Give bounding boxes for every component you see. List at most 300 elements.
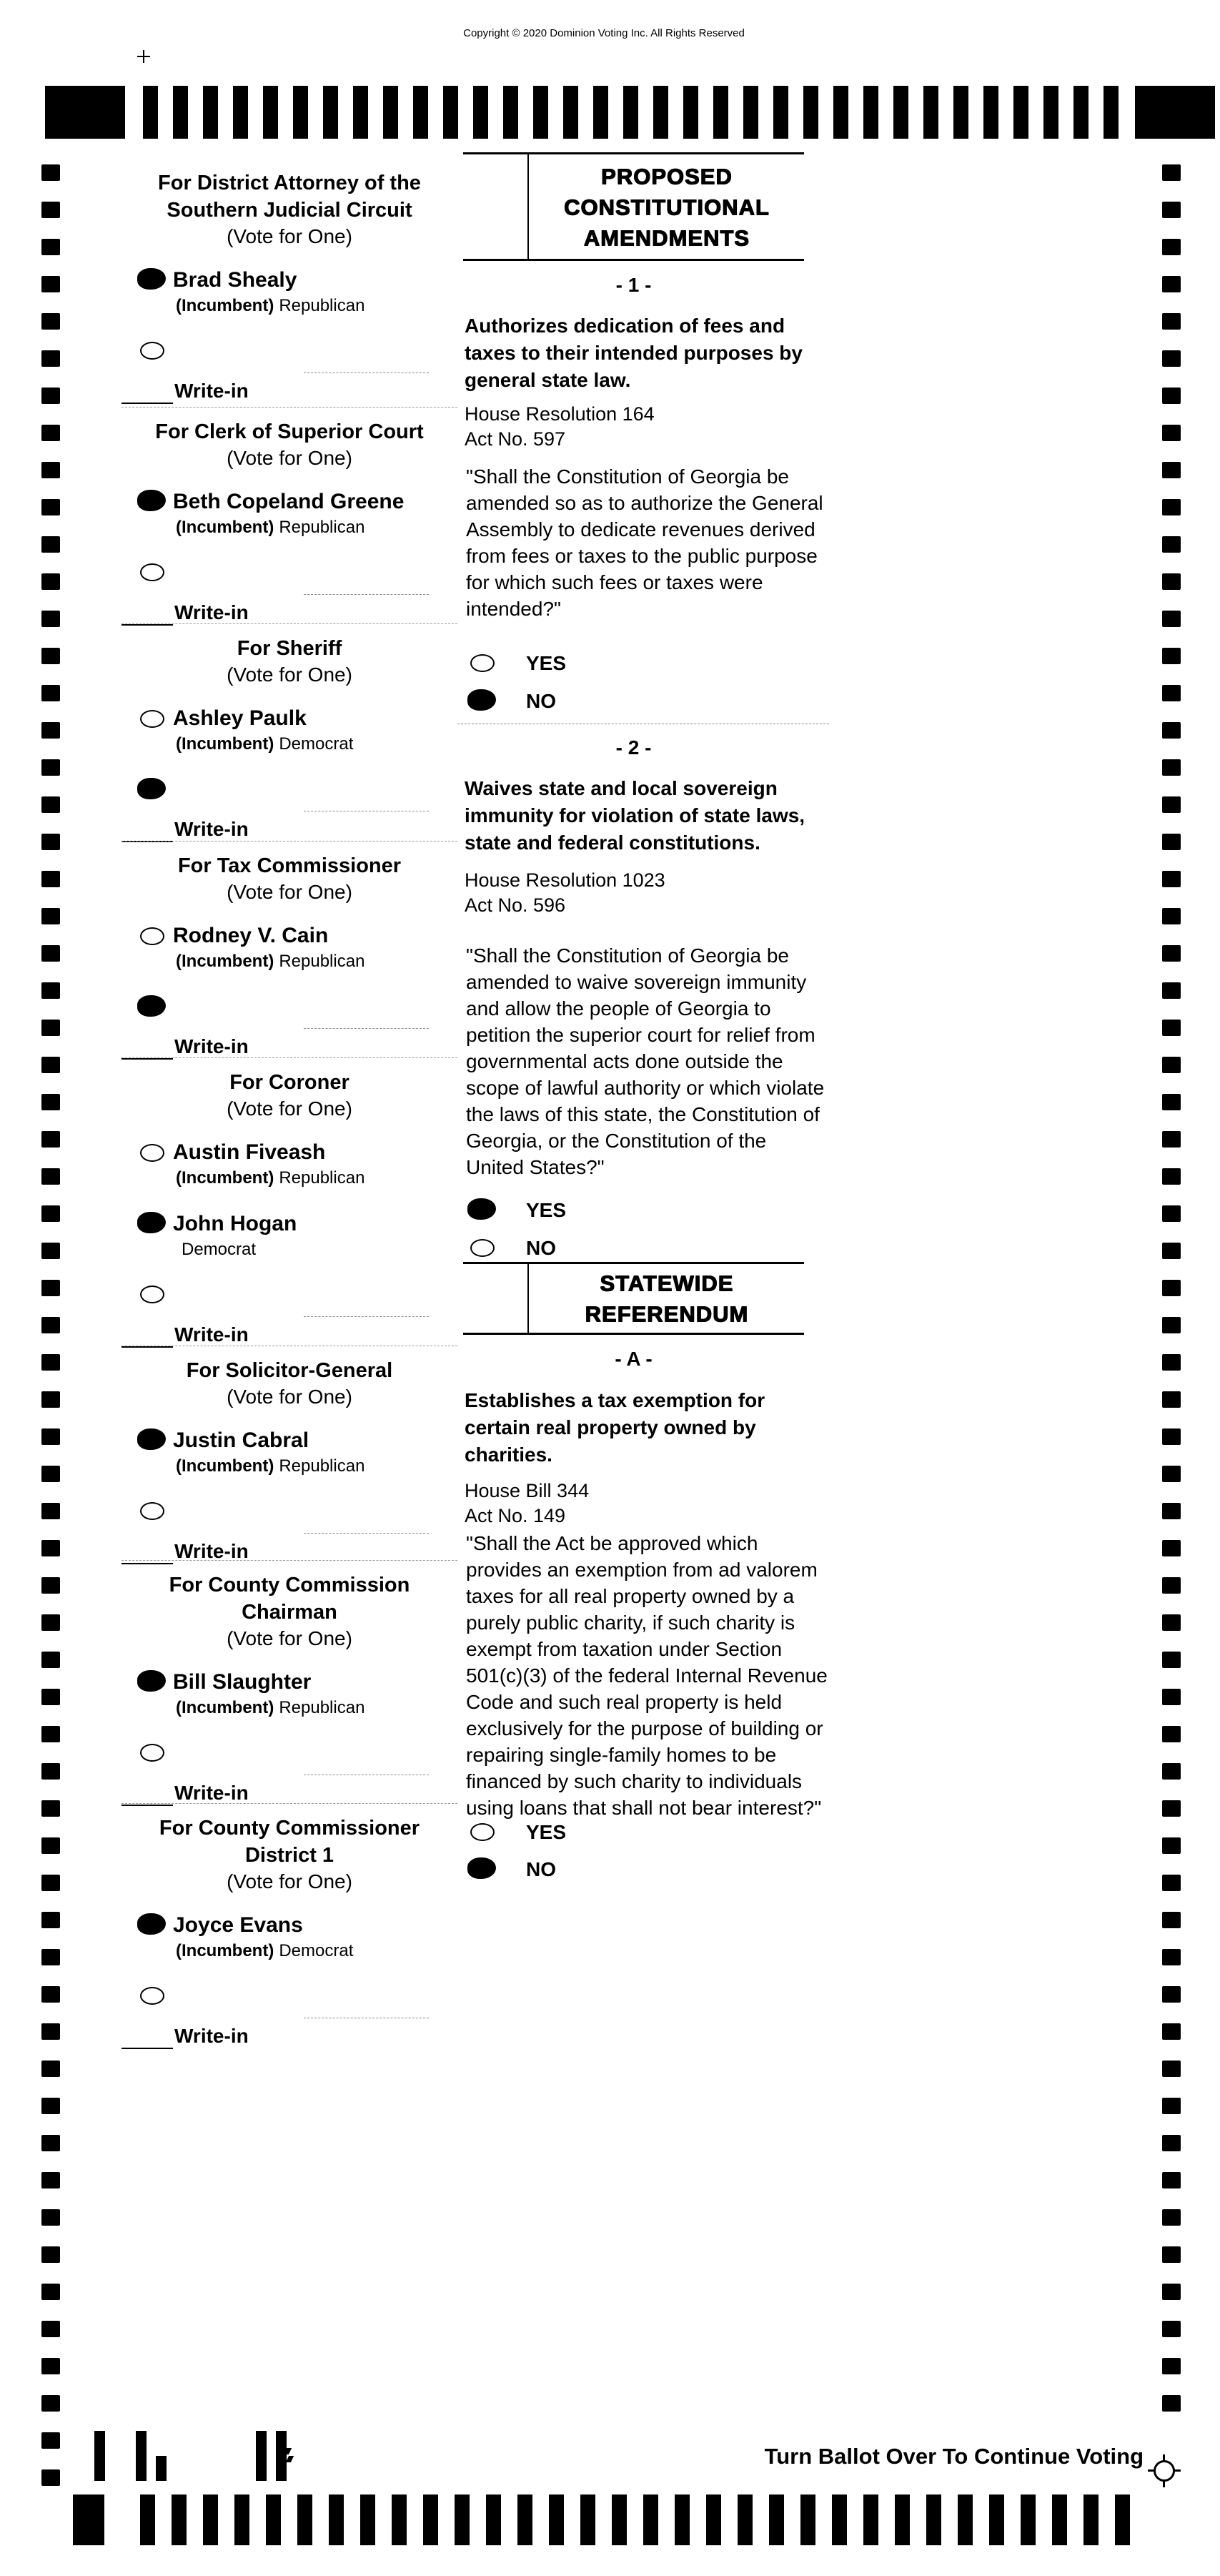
candidate-name: Bill Slaughter [173,1670,312,1694]
timing-mark [1162,834,1181,850]
write-in-label: Write-in [174,1540,249,1562]
write-in-oval[interactable] [140,1285,164,1303]
timing-block [1135,86,1215,139]
section-separator [121,623,457,624]
timing-mark [41,982,60,999]
timing-mark [1162,2321,1181,2337]
timing-mark [41,499,60,515]
race-section [121,635,457,840]
timing-mark [1162,1763,1181,1780]
registration-plus-icon [137,50,150,63]
write-in-oval[interactable] [140,1744,164,1762]
timing-mark [41,164,60,181]
timing-mark [41,388,60,404]
candidate-row [121,1428,457,1500]
timing-mark [41,908,60,924]
timing-mark [41,1466,60,1482]
timing-mark [1162,1875,1181,1891]
write-in-oval[interactable] [140,342,164,360]
write-in-rule [121,1805,173,1806]
vote-oval[interactable] [470,1823,495,1841]
race-title [121,635,457,662]
timing-mark [41,648,60,664]
timing-mark [833,86,848,139]
measure-question: "Shall the Constitution of Georgia be amended to waive sovereign immunity and allow the people of Georgia to petition the superior court for relief from governmental acts done outside the scope of lawful authority or which violate the laws of this state, the Constitution of Georgia, or the Constitution of the United States?" [466,944,825,1178]
timing-mark [653,86,668,139]
measure-ref-line: House Resolution 164 [465,403,655,425]
header-line: PROPOSED [600,163,733,189]
timing-mark [41,239,60,255]
timing-mark [1162,1949,1181,1965]
timing-mark [549,2494,564,2545]
write-in-row [121,1985,457,2056]
candidate-incumbent: (Incumbent) [176,1168,274,1188]
crosshair-ring [1154,2460,1175,2482]
timing-mark [263,86,278,139]
candidate-detail [176,295,364,317]
timing-mark [41,2284,60,2300]
timing-mark [41,1614,60,1631]
race-title-line: For County Commissioner [159,1817,420,1840]
timing-mark [1162,945,1181,962]
timing-mark [800,2494,815,2545]
measure-option-row [463,1860,692,1890]
measure-option-row [463,1823,692,1853]
timing-mark [41,1949,60,1965]
timing-block [73,2494,104,2545]
write-in-label: Write-in [174,1782,249,1804]
timing-mark [1162,2284,1181,2300]
timing-mark [738,2494,753,2545]
header-box-left-cell [463,154,529,259]
timing-mark [323,86,338,139]
timing-mark [41,2358,60,2374]
measure-summary: Authorizes dedication of fees and taxes to their intended purposes by general state law. [465,315,803,391]
write-in-rule [121,1346,173,1348]
race-title [121,1069,457,1096]
header-line: STATEWIDE [600,1270,733,1296]
timing-mark [41,1800,60,1817]
write-in-oval[interactable] [137,995,166,1017]
write-in-rule-fragment [304,1533,429,1534]
measure-ref-line: Act No. 596 [465,894,566,916]
section-separator [121,407,457,408]
timing-mark [41,1912,60,1928]
timing-mark [773,86,788,139]
measure-question: "Shall the Act be approved which provides an exemption from ad valorem taxes for all real property owned by a purely public charity, if such charity is exempt from taxation under Section 501(c)(3) of the federal Internal Revenue Code and such real property is held exclusively for the purpose of building or repairing single-family homes to be financed by such charity to individuals using loans that shall not bear interest?" [466,1532,828,1819]
timing-mark [1162,1205,1181,1222]
timing-mark [1162,1391,1181,1408]
candidate-row [121,1212,457,1283]
timing-mark [41,2061,60,2077]
timing-mark [41,2023,60,2040]
race-section [121,852,457,1057]
timing-mark [643,2494,658,2545]
option-label: YES [526,1199,567,1221]
vote-oval[interactable] [137,1212,166,1233]
barcode-bar [156,2456,167,2481]
timing-block [45,86,125,139]
timing-mark [1162,536,1181,553]
candidate-party: Democrat [279,1941,354,1960]
write-in-oval[interactable] [140,1987,164,2005]
timing-mark [989,2494,1004,2545]
measure-references [465,868,825,918]
header-box-title [529,154,804,259]
timing-mark [41,2172,60,2188]
race-title [121,852,457,879]
vote-for-instruction: (Vote for One) [227,1627,352,1649]
race-title-line: For District Attorney of the [158,172,421,194]
race-section [121,1571,457,1804]
measure-number: - A - [615,1348,653,1370]
vote-for-instruction: (Vote for One) [227,447,352,469]
vote-oval[interactable] [137,1670,166,1692]
timing-mark [41,276,60,292]
write-in-row [121,1742,457,1813]
timing-mark [1162,759,1181,776]
timing-mark [1162,462,1181,478]
write-in-label: Write-in [174,1323,249,1346]
race-title [121,1357,457,1384]
timing-mark [1162,2023,1181,2040]
measure-references [465,402,825,452]
timing-mark [41,1280,60,1296]
candidate-name: Joyce Evans [173,1913,303,1937]
timing-mark [41,313,60,330]
timing-mark [1162,1243,1181,1259]
candidate-name: Ashley Paulk [173,706,307,730]
timing-mark [329,2494,344,2545]
measure-number: - 2 - [615,736,652,759]
timing-mark [1162,908,1181,924]
timing-mark [41,1391,60,1408]
candidate-incumbent: (Incumbent) [176,952,274,971]
timing-mark [1162,573,1181,590]
timing-mark [503,86,518,139]
timing-mark [1162,2209,1181,2226]
timing-mark [1162,1057,1181,1073]
candidate-party: Republican [279,1456,365,1476]
timing-mark [1162,1503,1181,1519]
vote-oval[interactable] [467,1198,496,1220]
vote-for-instruction: (Vote for One) [227,1870,352,1892]
race-title [121,418,457,445]
timing-mark [143,86,158,139]
timing-mark [1162,2172,1181,2188]
timing-mark [983,86,998,139]
write-in-row [121,340,457,411]
timing-mark [41,1689,60,1705]
candidate-party: Republican [279,1168,365,1188]
timing-mark [1162,1912,1181,1928]
timing-mark [1162,239,1181,255]
write-in-label: Write-in [174,2025,249,2047]
timing-mark [675,2494,690,2545]
measure-number: - 1 - [615,274,652,296]
vote-oval[interactable] [467,1857,496,1879]
vote-for-instruction: (Vote for One) [227,881,352,903]
candidate-row [121,1670,457,1742]
race-section [121,418,457,623]
barcode-bar [94,2431,105,2481]
timing-mark [1162,2358,1181,2374]
timing-mark [41,1168,60,1185]
vote-oval[interactable] [137,1428,166,1450]
timing-mark [893,86,908,139]
header-line: REFERENDUM [585,1301,748,1326]
candidate-detail [176,517,364,538]
timing-mark [1162,313,1181,330]
candidate-detail [176,734,353,755]
race-title-line: For Solicitor-General [186,1359,393,1382]
timing-mark [1162,1020,1181,1036]
timing-mark [863,86,878,139]
candidate-party: Republican [279,518,365,537]
timing-mark [41,462,60,478]
timing-mark [41,2135,60,2151]
candidate-row [121,1140,457,1212]
timing-mark [473,86,488,139]
timing-mark [683,86,698,139]
print-artifact-mark [286,2456,294,2462]
write-in-label: Write-in [174,601,249,623]
timing-mark [41,1243,60,1259]
timing-mark [41,1354,60,1371]
candidate-party: Democrat [279,734,354,754]
candidate-detail [176,1697,364,1719]
timing-mark [41,1094,60,1110]
race-section [121,1815,457,2047]
timing-mark [1162,1466,1181,1482]
timing-mark [41,611,60,627]
measure-ref-line: House Resolution 1023 [465,869,665,891]
measure-option-row [463,1239,692,1269]
vote-oval[interactable] [140,710,164,728]
timing-mark [41,1503,60,1519]
timing-mark [41,1986,60,2003]
race-title-line: For Tax Commissioner [177,854,402,877]
timing-mark [41,425,60,441]
write-in-row [121,995,457,1067]
write-in-row [121,778,457,849]
write-in-row [121,1283,457,1355]
candidate-party: Republican [279,296,365,315]
race-title-line: For County Commission [169,1574,410,1597]
write-in-oval[interactable] [140,563,164,581]
header-box-title [529,1264,804,1333]
header-line: CONSTITUTIONAL [563,194,770,219]
write-in-rule [121,403,173,404]
race-title [121,1815,457,1869]
timing-mark [41,1763,60,1780]
timing-mark [392,2494,407,2545]
candidate-detail [176,951,364,972]
timing-mark [1162,350,1181,367]
candidate-detail [182,1239,256,1260]
write-in-rule [121,624,173,626]
barcode-bar [256,2431,267,2481]
candidate-name: Justin Cabral [173,1428,309,1452]
timing-mark [360,2494,375,2545]
candidate-incumbent: (Incumbent) [176,1456,274,1476]
timing-mark [41,202,60,218]
timing-mark [1162,1577,1181,1594]
measure-ref-line: Act No. 597 [465,428,566,450]
timing-mark [832,2494,847,2545]
timing-mark [1021,2494,1036,2545]
timing-mark [1162,1689,1181,1705]
timing-mark [233,86,248,139]
timing-mark [563,86,578,139]
timing-mark [580,2494,595,2545]
timing-mark [41,2246,60,2263]
section-separator [121,841,457,842]
measure-question: "Shall the Constitution of Georgia be amended so as to authorize the General Assembly to dedicate revenues derived from fees or taxes to the public purpose for which such fees or taxes were intended?" [466,465,823,620]
write-in-row [121,1500,457,1571]
vote-oval[interactable] [467,689,496,711]
timing-mark [41,1726,60,1742]
timing-mark [41,1428,60,1445]
timing-mark [266,2494,281,2545]
measure-option-row [463,692,692,722]
timing-mark [926,2494,941,2545]
race-section [121,1069,457,1346]
timing-mark [1052,2494,1067,2545]
vote-oval[interactable] [470,654,495,672]
option-label: NO [526,1858,556,1880]
timing-mark [173,86,188,139]
timing-mark [533,86,548,139]
timing-mark [623,86,638,139]
vote-for-instruction: (Vote for One) [227,1386,352,1408]
write-in-label: Write-in [174,1035,249,1057]
vote-oval[interactable] [470,1239,495,1257]
candidate-incumbent: (Incumbent) [176,518,274,537]
timing-mark [1115,2494,1130,2545]
timing-mark [1162,2135,1181,2151]
vote-oval[interactable] [137,1913,166,1935]
timing-mark [1104,86,1119,139]
timing-mark [41,685,60,701]
timing-mark [203,86,218,139]
timing-mark [41,1057,60,1073]
timing-mark [1162,871,1181,887]
timing-mark [895,2494,910,2545]
timing-mark [1162,1986,1181,2003]
measure-summary: Establishes a tax exemption for certain real property owned by charities. [465,1389,765,1466]
candidate-detail [176,1456,364,1477]
timing-mark [863,2494,878,2545]
timing-mark [612,2494,627,2545]
candidate-row [121,268,457,340]
registration-crosshair-icon [1150,2457,1179,2485]
measure-summary: Waives state and local sovereign immunity for violation of state laws, state and federal constitutions. [465,777,805,854]
referendum-header-box [463,1262,804,1335]
timing-mark [1162,2395,1181,2412]
vote-oval[interactable] [140,927,164,945]
race-section [121,1357,457,1562]
timing-mark [713,86,728,139]
timing-mark [172,2494,187,2545]
timing-mark [383,86,398,139]
timing-mark [953,86,968,139]
timing-mark [1083,2494,1099,2545]
race-title-line: Southern Judicial Circuit [167,199,412,222]
timing-mark [41,1652,60,1668]
timing-mark [293,86,308,139]
candidate-name: Austin Fiveash [173,1140,326,1164]
race-title [121,169,457,224]
candidate-row [121,924,457,995]
section-separator [121,1560,457,1561]
write-in-oval[interactable] [140,1502,164,1520]
timing-mark [1162,388,1181,404]
measure-ref-line: Act No. 149 [465,1505,566,1526]
timing-mark [203,2494,218,2545]
candidate-party: Republican [279,952,365,971]
timing-mark [353,86,368,139]
timing-mark [1162,1094,1181,1110]
timing-mark [41,1131,60,1148]
vote-oval[interactable] [137,490,166,511]
timing-mark [1162,722,1181,739]
timing-mark [455,2494,470,2545]
candidate-name: Brad Shealy [173,268,297,292]
timing-mark [1162,1540,1181,1556]
timing-mark [41,350,60,367]
timing-mark [593,86,608,139]
timing-mark [41,796,60,813]
vote-oval[interactable] [137,268,166,290]
timing-mark [41,2469,60,2486]
timing-mark [41,1317,60,1333]
timing-mark [486,2494,501,2545]
write-in-rule [121,2048,173,2049]
timing-mark [1162,202,1181,218]
timing-mark [1162,982,1181,999]
section-separator [121,1057,457,1058]
timing-mark [41,722,60,739]
timing-mark [706,2494,721,2545]
candidate-incumbent: (Incumbent) [176,296,274,315]
write-in-rule-fragment [304,1316,429,1317]
timing-mark [41,834,60,850]
header-line: AMENDMENTS [583,224,750,250]
timing-mark [1162,1726,1181,1742]
timing-mark [1162,1428,1181,1445]
write-in-oval[interactable] [137,778,166,799]
timing-mark [1162,1800,1181,1817]
write-in-row [121,561,457,633]
timing-mark [1162,648,1181,664]
vote-oval[interactable] [140,1144,164,1162]
candidate-name: John Hogan [173,1212,297,1235]
race-title-line: For Clerk of Superior Court [155,420,424,443]
barcode-bar [136,2431,147,2481]
candidate-row [121,1913,457,1985]
timing-mark [1162,2061,1181,2077]
timing-mark [41,536,60,553]
timing-mark [41,2209,60,2226]
measure-ref-line: House Bill 344 [465,1480,590,1501]
timing-mark [958,2494,973,2545]
timing-mark [1162,1354,1181,1371]
candidate-party: Democrat [182,1240,257,1259]
candidate-detail [176,1168,364,1189]
candidate-detail [176,1940,353,1962]
measure-option-row [463,1201,692,1231]
